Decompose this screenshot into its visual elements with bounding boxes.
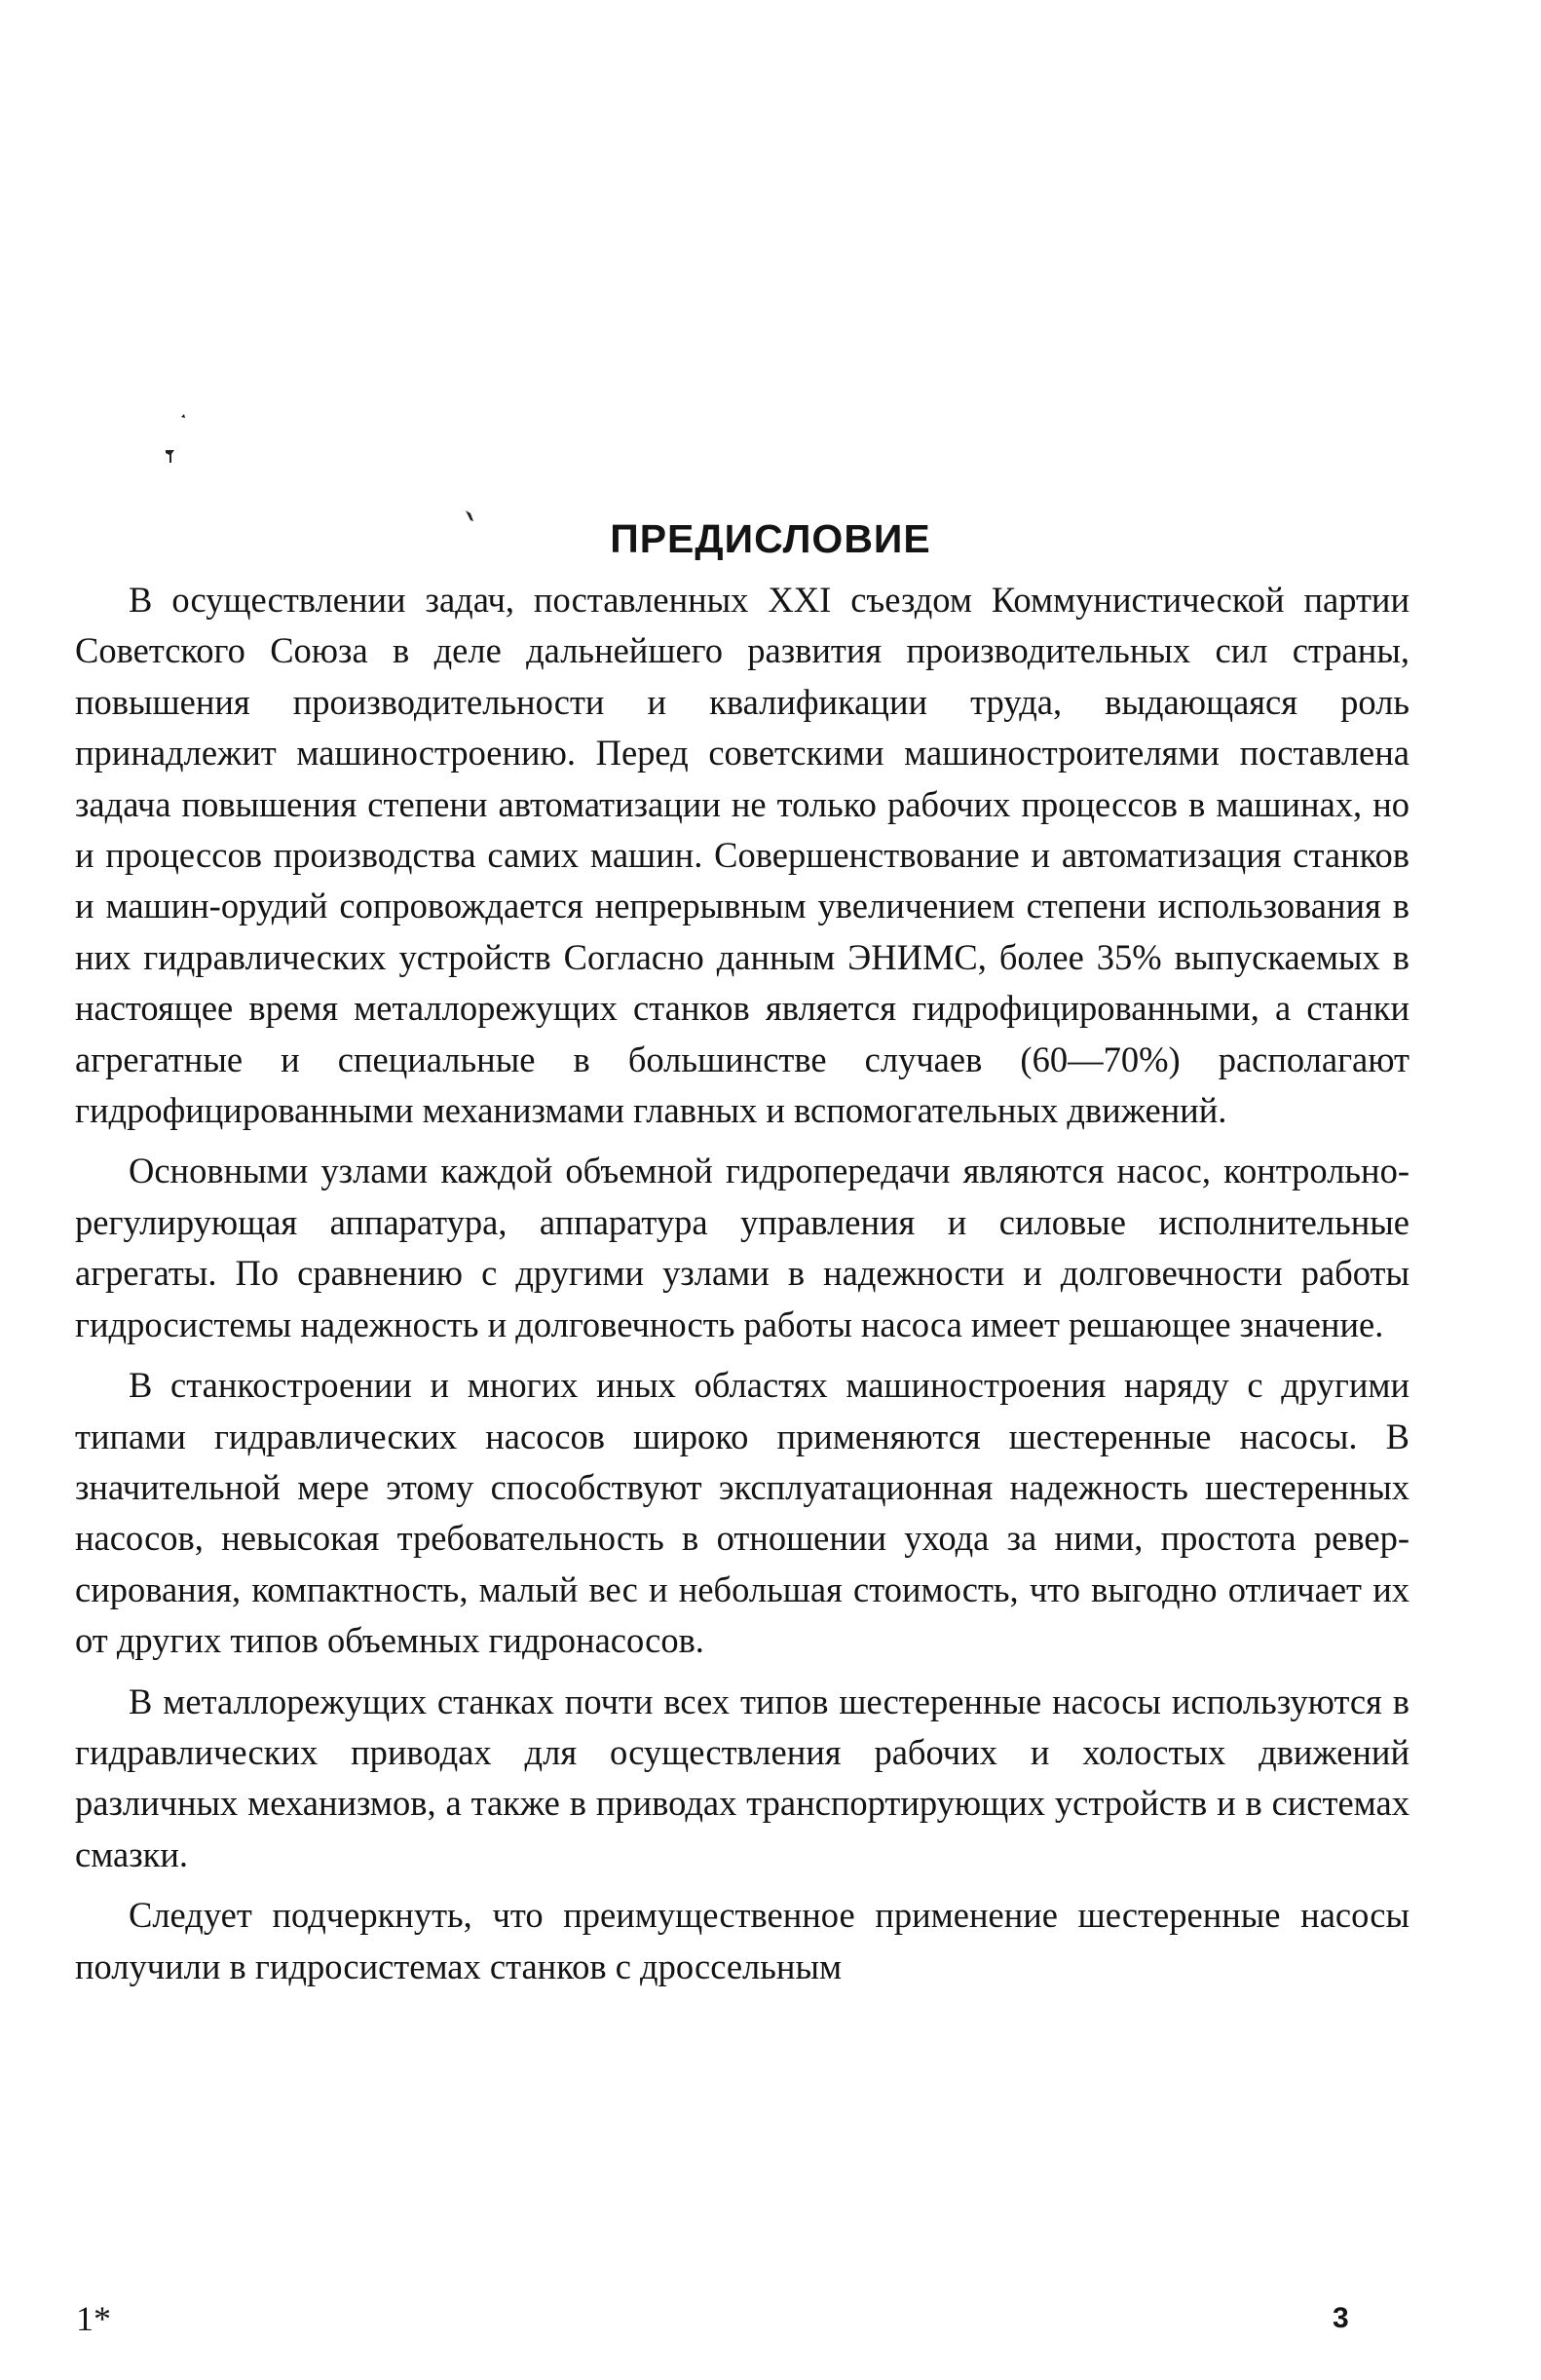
page-number: 3: [1333, 2302, 1349, 2334]
body-text: [75, 575, 1409, 1992]
paragraph: В станкостроении и многих иных областях машиностроения наряду с другими типами гидравлических насосов широко применяются шестеренные насосы. В значительной мере этому способствуют эксплуатационная надежность шестеренных насосов, невысокая требовательность в отношении ухода за ними, простота реверсирования, компактность, малый вес и небольшая стоимость, что выгодно отличает их от других типов объемных гидронасосов.: [75, 1365, 1409, 1661]
paragraph: В металлорежущих станках почти всех типов шестеренные насосы используются в гидравлических приводах для осуществления рабочих и холостых движений различных механизмов, а также в приводах транспортирующих устройств и в системах смазки.: [75, 1681, 1409, 1874]
signature-mark: 1*: [76, 2299, 111, 2338]
scan-speck: [181, 414, 185, 418]
paragraph: Основными узлами каждой объемной гидропередачи являются насос, контрольно-регулирующая аппаратура, аппаратура управления и силовые исполнительные агрегаты. По сравнению с другими узлами в надежности и долговечности работы гидросистемы надежность и долговечность работы насоса имеет решающее значение.: [75, 1151, 1409, 1344]
paragraph: В осуществлении задач, поставленных XXI съездом Коммунистической партии Советского Союза в деле дальнейшего развития производительных сил страны, повышения производительности и квалификации труда, выдающаяся роль принадлежит машиностроению. Перед советскими машиностроителями поставлена задача повышения степени автоматизации не только рабочих процессов в машинах, но и процессов производства самих машин. Совершенствование и автоматизация станков и машин-орудий сопровождается непрерывным увеличением степени использования в них гидравлических устройств Согласно данным ЭНИМС, более 35% выпускаемых в настоящее время металлорежущих станков является гидрофицированными, а станки агрегатные и специальные в большинстве случаев (60—70%) располагают гидрофицированными механизмами главных и вспомогательных движений.: [75, 580, 1409, 1131]
scan-speck: [166, 450, 174, 463]
paragraph: Следует подчеркнуть, что преимущественное применение шестеренные насосы получили в гидросистемах станков с дроссельным: [75, 1895, 1409, 1986]
page-title: ПРЕДИСЛОВИЕ: [610, 516, 931, 562]
